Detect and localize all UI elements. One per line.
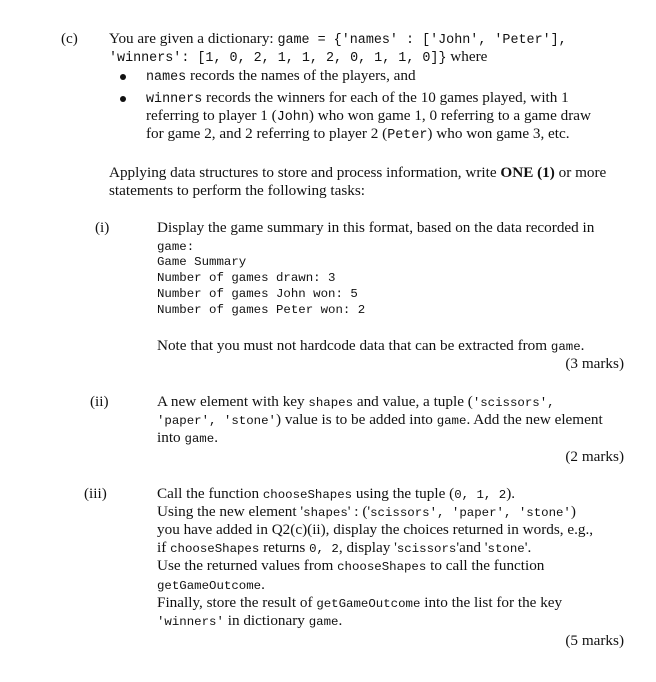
intro-line-2: 'winners': [1, 0, 2, 1, 1, 2, 0, 1, 1, 0]} where	[109, 48, 488, 66]
code-line: Number of games Peter won: 2	[157, 303, 366, 317]
part-ii-line-2: 'paper', 'stone') value is to be added into game. Add the new element	[157, 411, 603, 428]
code-line: Number of games John won: 5	[157, 287, 358, 301]
bullet-names: names records the names of the players, and	[146, 67, 416, 85]
code-line: Number of games drawn: 3	[157, 271, 336, 285]
applying-line-1: Applying data structures to store and process information, write ONE (1) or more	[109, 164, 607, 181]
part-i-label: (i)	[95, 219, 110, 236]
part-iii-line-3: you have added in Q2(c)(ii), display the choices returned in words, e.g.,	[157, 521, 594, 538]
part-iii-label: (iii)	[84, 485, 107, 502]
bullet-dot	[120, 96, 126, 102]
part-i-line-2: game:	[157, 240, 195, 254]
part-i-line-1: Display the game summary in this format, based on the data recorded in	[157, 219, 595, 236]
part-iii-line-7: Finally, store the result of getGameOutcome into the list for the key	[157, 594, 563, 611]
part-ii-line-3: into game.	[157, 429, 218, 446]
part-iii-marks: (5 marks)	[565, 632, 624, 649]
part-iii-line-4: if chooseShapes returns 0, 2, display 'scissors'and 'stone'.	[157, 539, 532, 556]
code-line: Game Summary	[157, 255, 247, 269]
part-iii-line-6: getGameOutcome.	[157, 576, 265, 593]
part-i-marks: (3 marks)	[565, 355, 624, 372]
part-iii-line-8: 'winners' in dictionary game.	[157, 612, 343, 629]
part-ii-line-1: A new element with key shapes and value, a tuple ('scissors',	[157, 393, 555, 410]
bullet-winners-line-2: referring to player 1 (John) who won game 1, 0 referring to a game draw	[146, 107, 592, 125]
section-label: (c)	[61, 30, 78, 47]
part-ii-label: (ii)	[90, 393, 109, 410]
bullet-dot	[120, 74, 126, 80]
bullet-winners-line-3: for game 2, and 2 referring to player 2 (Peter) who won game 3, etc.	[146, 125, 570, 143]
part-iii-line-1: Call the function chooseShapes using the tuple (0, 1, 2).	[157, 485, 516, 502]
part-ii-marks: (2 marks)	[565, 448, 624, 465]
bullet-winners-line-1: winners records the winners for each of the 10 games played, with 1	[146, 89, 569, 107]
applying-line-2: statements to perform the following tasks:	[109, 182, 366, 199]
part-iii-line-5: Use the returned values from chooseShapes to call the function	[157, 557, 545, 574]
intro-line-1: You are given a dictionary: game = {'names' : ['John', 'Peter'],	[109, 30, 567, 48]
part-i-note: Note that you must not hardcode data that can be extracted from game.	[157, 337, 585, 354]
part-iii-line-2: Using the new element 'shapes' : ('scissors', 'paper', 'stone')	[157, 503, 576, 520]
